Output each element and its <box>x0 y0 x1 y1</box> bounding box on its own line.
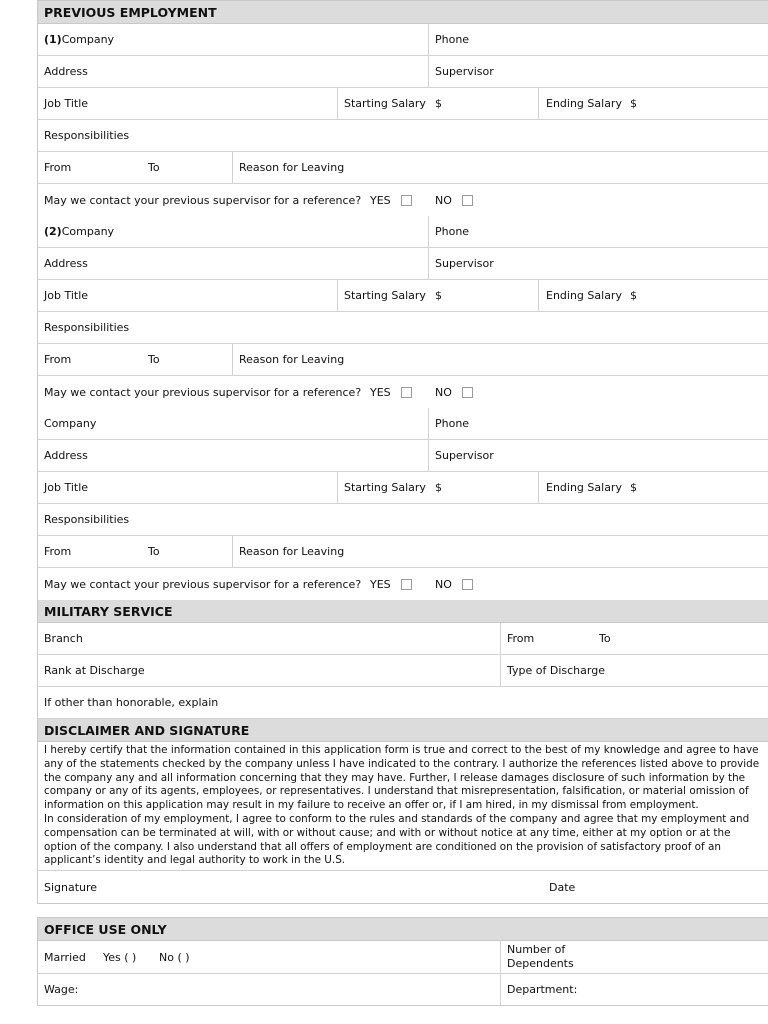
company-field[interactable] <box>44 216 114 247</box>
ending-salary-field[interactable]: $ <box>630 97 637 110</box>
dates-reason-row <box>38 344 768 376</box>
married-row <box>38 941 768 974</box>
no-label: NO <box>435 193 452 207</box>
no-option[interactable] <box>435 184 473 216</box>
married-yes-field[interactable]: Yes ( ) <box>103 950 137 964</box>
starting-salary-field[interactable]: $ <box>435 289 442 302</box>
ending-salary-label: Ending Salary <box>546 481 622 494</box>
reason-for-leaving-field[interactable]: Reason for Leaving <box>239 161 345 174</box>
starting-salary-label: Starting Salary <box>344 289 426 302</box>
department-field[interactable]: Department: <box>507 983 578 996</box>
address-field[interactable]: Address <box>44 65 88 78</box>
company-label: Company <box>61 225 115 238</box>
from-field[interactable]: From <box>44 353 72 366</box>
ending-salary-label: Ending Salary <box>546 97 622 110</box>
branch-field[interactable]: Branch <box>44 632 83 645</box>
phone-field[interactable]: Phone <box>435 33 470 46</box>
company-label: Company <box>61 33 115 46</box>
yes-label: YES <box>370 193 391 207</box>
yes-checkbox[interactable] <box>401 579 412 590</box>
job-title-field[interactable]: Job Title <box>44 289 89 302</box>
starting-salary-field[interactable]: $ <box>435 97 442 110</box>
job-title-field[interactable]: Job Title <box>44 481 89 494</box>
address-field[interactable]: Address <box>44 449 88 462</box>
company-phone-row <box>38 408 768 440</box>
no-option[interactable] <box>435 376 473 408</box>
married-label: Married <box>44 950 86 964</box>
employment-entry-2 <box>38 216 768 408</box>
starting-salary-label: Starting Salary <box>344 481 426 494</box>
no-option[interactable] <box>435 568 473 600</box>
dependents-label-line2: Dependents <box>507 957 574 970</box>
no-checkbox[interactable] <box>462 387 473 398</box>
rank-field[interactable]: Rank at Discharge <box>44 664 145 677</box>
phone-field[interactable]: Phone <box>435 225 470 238</box>
address-field[interactable]: Address <box>44 257 88 270</box>
reason-for-leaving-field[interactable]: Reason for Leaving <box>239 545 345 558</box>
contact-reference-row <box>38 568 768 600</box>
previous-employment-header: PREVIOUS EMPLOYMENT <box>38 1 768 24</box>
wage-field[interactable]: Wage: <box>44 983 79 996</box>
yes-label: YES <box>370 385 391 399</box>
job-salary-row <box>38 472 768 504</box>
from-field[interactable]: From <box>44 545 72 558</box>
reason-for-leaving-field[interactable]: Reason for Leaving <box>239 353 345 366</box>
military-to-field[interactable]: To <box>599 632 611 645</box>
disclaimer-paragraph-1: I hereby certify that the information contained in this application form is true and correct to the best of my knowledge and agree to have any of the statements checked by the company unless I have indicated to the contrary. I authorize the references listed above to provide the company any and all information concerning that they may have. Further, I release damages disclosure of such information by the company or any of its agents, employees, or representatives. I understand that misrepresentation, falsification, or material omission of information on this application may result in my failure to receive an offer or, if I am hired, in my dismissal from employment. <box>44 744 760 812</box>
signature-row <box>38 871 768 903</box>
contact-question: May we contact your previous supervisor for a reference? <box>44 193 362 207</box>
responsibilities-row <box>38 504 768 536</box>
entry-number: (2) <box>44 225 62 238</box>
discharge-type-field[interactable]: Type of Discharge <box>507 664 605 677</box>
application-form-main <box>37 0 768 904</box>
no-label: NO <box>435 385 452 399</box>
yes-option[interactable] <box>370 184 412 216</box>
office-use-header: OFFICE USE ONLY <box>38 918 768 941</box>
no-label: NO <box>435 577 452 591</box>
rank-row <box>38 655 768 687</box>
contact-reference-row <box>38 184 768 216</box>
to-field[interactable]: To <box>148 161 160 174</box>
married-no-field[interactable]: No ( ) <box>159 950 190 964</box>
yes-checkbox[interactable] <box>401 195 412 206</box>
ending-salary-label: Ending Salary <box>546 289 622 302</box>
yes-label: YES <box>370 577 391 591</box>
signature-field[interactable]: Signature <box>44 880 98 894</box>
employment-entry-3 <box>38 408 768 600</box>
office-use-section <box>37 917 768 1006</box>
military-service-header: MILITARY SERVICE <box>38 600 768 623</box>
responsibilities-row <box>38 312 768 344</box>
contact-reference-row <box>38 376 768 408</box>
supervisor-field[interactable]: Supervisor <box>435 65 494 78</box>
ending-salary-field[interactable]: $ <box>630 481 637 494</box>
no-checkbox[interactable] <box>462 579 473 590</box>
starting-salary-field[interactable]: $ <box>435 481 442 494</box>
contact-question: May we contact your previous supervisor for a reference? <box>44 577 362 591</box>
yes-option[interactable] <box>370 376 412 408</box>
employment-entry-1 <box>38 24 768 216</box>
starting-salary-label: Starting Salary <box>344 97 426 110</box>
to-field[interactable]: To <box>148 545 160 558</box>
yes-checkbox[interactable] <box>401 387 412 398</box>
job-title-field[interactable]: Job Title <box>44 97 89 110</box>
supervisor-field[interactable]: Supervisor <box>435 257 494 270</box>
explain-field[interactable]: If other than honorable, explain <box>44 696 219 709</box>
wage-row <box>38 974 768 1005</box>
ending-salary-field[interactable]: $ <box>630 289 637 302</box>
company-phone-row <box>38 216 768 248</box>
disclaimer-header: DISCLAIMER AND SIGNATURE <box>38 719 768 742</box>
company-field[interactable] <box>44 24 114 55</box>
company-phone-row <box>38 24 768 56</box>
yes-option[interactable] <box>370 568 412 600</box>
disclaimer-paragraph-2: In consideration of my employment, I agree to conform to the rules and standards of the company and agree that my employment and compensation can be terminated at will, with or without cause; and with or without notice at any time, either at my option or at the option of the company. I also understand that all offers of employment are conditioned on the provision of satisfactory proof of an applicant’s identity and legal authority to work in the U.S. <box>44 812 750 867</box>
job-salary-row <box>38 280 768 312</box>
dependents-label-line1: Number of <box>507 943 566 956</box>
disclaimer-text <box>38 742 768 871</box>
branch-row <box>38 623 768 655</box>
responsibilities-field[interactable]: Responsibilities <box>44 321 130 334</box>
dates-reason-row <box>38 152 768 184</box>
job-salary-row <box>38 88 768 120</box>
explain-row <box>38 687 768 719</box>
company-field[interactable]: Company <box>44 417 97 430</box>
address-supervisor-row <box>38 248 768 280</box>
responsibilities-row <box>38 120 768 152</box>
entry-number: (1) <box>44 33 62 46</box>
responsibilities-field[interactable]: Responsibilities <box>44 513 130 526</box>
contact-question: May we contact your previous supervisor for a reference? <box>44 385 362 399</box>
military-from-field[interactable]: From <box>507 632 535 645</box>
supervisor-field[interactable]: Supervisor <box>435 449 494 462</box>
dependents-field[interactable] <box>507 941 574 973</box>
dates-reason-row <box>38 536 768 568</box>
date-field[interactable]: Date <box>549 880 576 894</box>
address-supervisor-row <box>38 56 768 88</box>
no-checkbox[interactable] <box>462 195 473 206</box>
from-field[interactable]: From <box>44 161 72 174</box>
to-field[interactable]: To <box>148 353 160 366</box>
address-supervisor-row <box>38 440 768 472</box>
phone-field[interactable]: Phone <box>435 417 470 430</box>
responsibilities-field[interactable]: Responsibilities <box>44 129 130 142</box>
